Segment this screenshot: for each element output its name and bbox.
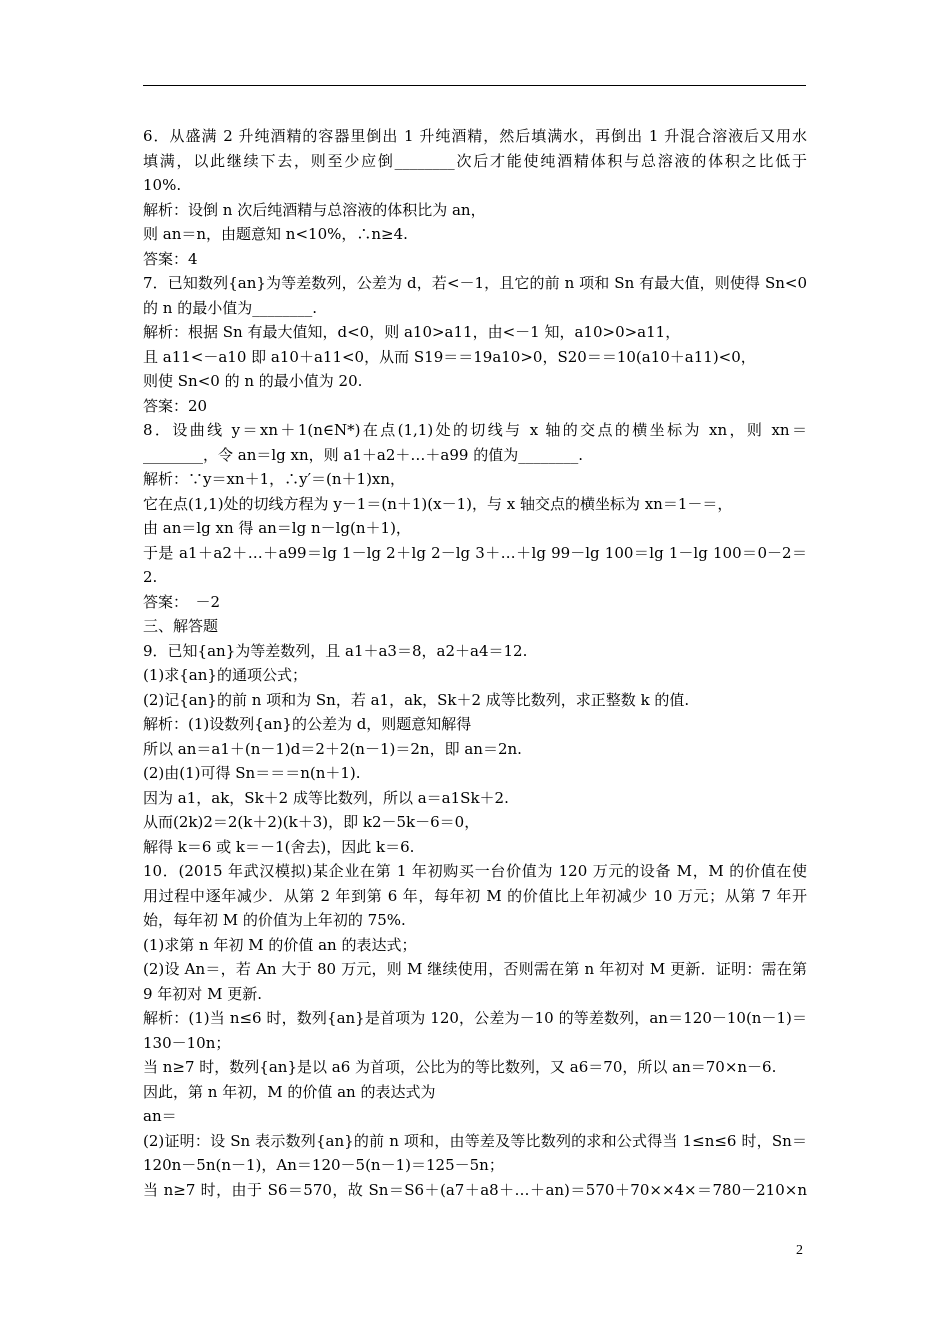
text-line: 解析：根据 Sn 有最大值知，d<0，则 a10>a11，由<－1 知，a10>0>a11， <box>143 323 681 341</box>
text-line: 解析：(1)设数列{an}的公差为 d，则题意知解得 <box>143 715 472 733</box>
text-line: 于是 a1＋a2＋…＋a99＝lg 1－lg 2＋lg 2－lg 3＋…＋lg 99－lg 100＝lg 1－lg 100＝0－2＝ <box>143 543 807 562</box>
section-heading: 三、解答题 <box>143 617 219 635</box>
text-line: 从而(2k)2＝2(k＋2)(k＋3)，即 k2－5k－6＝0， <box>143 813 480 831</box>
text-line: 填满，以此继续下去，则至少应倒________次后才能使纯酒精体积与总溶液的体积之比低于 <box>143 151 807 170</box>
text-line: 所以 an＝a1＋(n－1)d＝2＋2(n－1)＝2n，即 an＝2n. <box>143 739 522 758</box>
text-line: 当 n≥7 时，数列{an}是以 a6 为首项，公比为的等比数列，又 a6＝70，所以 an＝70×n－6. <box>143 1058 777 1076</box>
text-line: 答案：4 <box>143 249 198 268</box>
text-line: 始，每年初 M 的价值为上年初的 75%. <box>143 911 406 929</box>
text-line: 答案： －2 <box>143 592 221 611</box>
text-line: 因此，第 n 年初，M 的价值 an 的表达式为 <box>143 1082 436 1101</box>
text-line: 则使 Sn<0 的 n 的最小值为 20. <box>143 372 363 390</box>
text-line: 9 年初对 M 更新. <box>143 984 262 1003</box>
text-line: (2)设 An＝，若 An 大于 80 万元，则 M 继续使用，否则需在第 n 年初对 M 更新．证明：需在第 <box>143 960 807 978</box>
document-body <box>143 124 807 1202</box>
text-line: 因为 a1，ak，Sk＋2 成等比数列，所以 a＝a1Sk＋2. <box>143 788 509 807</box>
text-line: 由 an＝lg xn 得 an＝lg n－lg(n＋1)， <box>143 519 411 537</box>
text-line: 120n－5n(n－1)，An＝120－5(n－1)＝125－5n； <box>143 1156 504 1174</box>
text-line: 解析：设倒 n 次后纯酒精与总溶液的体积比为 an， <box>143 200 486 219</box>
text-line: (1)求{an}的通项公式； <box>143 666 307 684</box>
text-line: 2. <box>143 568 158 586</box>
text-line: 且 a11<－a10 即 a10＋a11<0，从而 S19＝＝19a10>0，S20＝＝10(a10＋a11)<0， <box>143 347 756 366</box>
text-line: 解得 k＝6 或 k＝－1(舍去)，因此 k＝6. <box>143 837 415 856</box>
text-line: 的 n 的最小值为________. <box>143 298 317 317</box>
text-line: 当 n≥7 时，由于 S6＝570，故 Sn＝S6＋(a7＋a8＋…＋an)＝570＋70××4×＝780－210×n <box>143 1180 807 1199</box>
text-line: 解析：∵y＝xn＋1，∴y′＝(n＋1)xn， <box>143 470 406 488</box>
header-rule <box>143 85 806 86</box>
text-line: (2)证明：设 Sn 表示数列{an}的前 n 项和，由等差及等比数列的求和公式得当 1≤n≤6 时，Sn＝ <box>143 1131 807 1150</box>
text-line: (2)记{an}的前 n 项和为 Sn，若 a1，ak，Sk＋2 成等比数列，求正整数 k 的值. <box>143 690 690 709</box>
page-number: 2 <box>796 1243 803 1258</box>
text-line: (1)求第 n 年初 M 的价值 an 的表达式； <box>143 935 417 954</box>
text-line: 9．已知{an}为等差数列，且 a1＋a3＝8，a2＋a4＝12. <box>143 641 528 660</box>
text-line: 答案：20 <box>143 396 208 415</box>
text-line: 130－10n； <box>143 1033 231 1052</box>
text-line: 6．从盛满 2 升纯酒精的容器里倒出 1 升纯酒精，然后填满水，再倒出 1 升混合溶液后又用水 <box>143 127 807 145</box>
text-line: 用过程中逐年减少．从第 2 年到第 6 年，每年初 M 的价值比上年初减少 10 万元；从第 7 年开 <box>143 886 807 905</box>
text-line: 10．(2015 年武汉模拟)某企业在第 1 年初购买一台价值为 120 万元的设备 M，M 的价值在使 <box>143 862 807 880</box>
text-line: 它在点(1,1)处的切线方程为 y－1＝(n＋1)(x－1)，与 x 轴交点的横坐标为 xn＝1－＝， <box>143 494 733 513</box>
text-line: 则 an＝n，由题意知 n<10%，∴n≥4. <box>143 225 408 243</box>
text-line: an＝ <box>143 1107 177 1125</box>
text-line: (2)由(1)可得 Sn＝＝＝n(n＋1). <box>143 764 361 782</box>
text-line: 10%. <box>143 176 182 194</box>
text-line: ________，令 an＝lg xn，则 a1＋a2＋…＋a99 的值为________. <box>143 445 583 464</box>
text-line: 8．设曲线 y＝xn＋1(n∈N*)在点(1,1)处的切线与 x 轴的交点的横坐标为 xn，则 xn＝ <box>143 421 807 439</box>
text-line: 解析：(1)当 n≤6 时，数列{an}是首项为 120，公差为－10 的等差数列，an＝120－10(n－1)＝ <box>143 1009 807 1027</box>
text-line: 7．已知数列{an}为等差数列，公差为 d，若<－1，且它的前 n 项和 Sn 有最大值，则使得 Sn<0 <box>143 274 807 292</box>
